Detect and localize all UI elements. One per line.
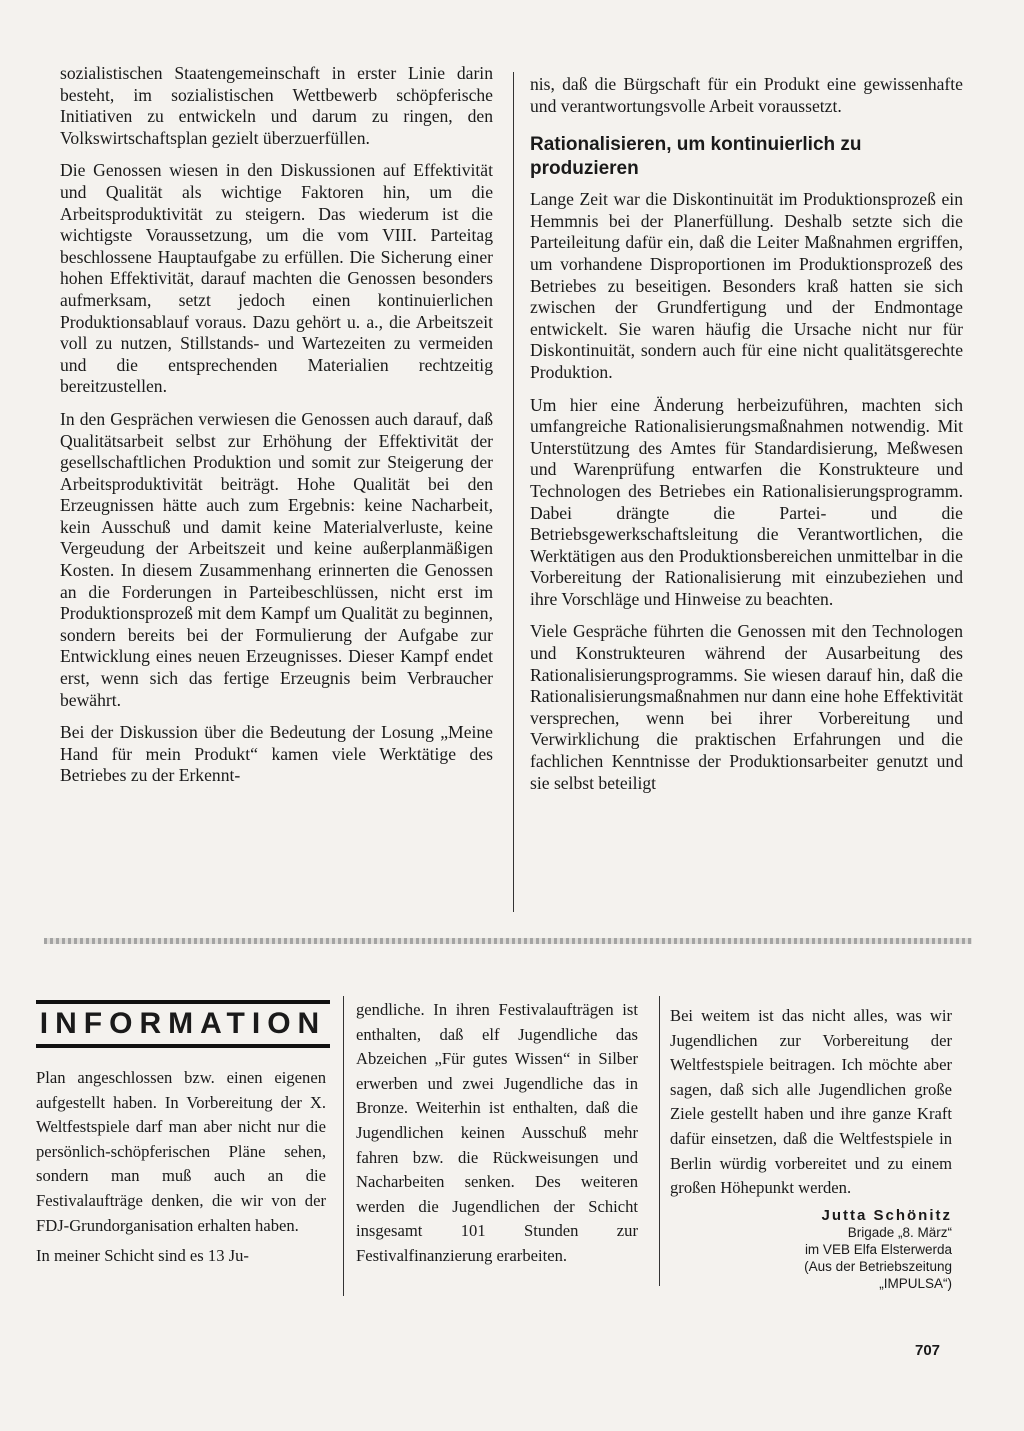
article-column-right xyxy=(530,74,963,805)
author-affiliation: Brigade „8. März“ xyxy=(847,1224,952,1240)
article-column-left xyxy=(60,63,493,798)
section-heading: Rationalisieren, um kontinuierlich zu produzieren xyxy=(530,134,862,180)
info-column-1 xyxy=(36,1066,326,1275)
section-divider xyxy=(44,938,972,944)
paragraph: Lange Zeit war die Diskontinuität im Produktionsprozeß ein Hemmnis bei der Planerfüllung. Deshalb setzte sich die Parteileitung dafür ein, daß die Leiter Maßnahmen ergriffen, um vorhandene Disproportionen im Produktionsprozeß des Betriebes zu beseitigen. Besonders kraß hatten sie sich zwischen der Grundfertigung und der Endmontage entwickelt. Sie waren häufig die Ursache nicht nur für Diskontinuität, sondern auch für eine nicht qualitätsgerechte Produktion. xyxy=(530,189,963,382)
author-affiliation: im VEB Elfa Elsterwerda xyxy=(804,1241,952,1257)
paragraph: Viele Gespräche führten die Genossen mit den Technologen und Konstrukteuren während der Ausarbeitung des Rationalisierungsprogramms. Sie wiesen darauf hin, daß die Rationalisierungsmaßnahmen nur dann eine hohe Effektivität versprechen, wenn bei ihrer Vorbereitung und Verwirklichung die praktischen Erfahrungen und die fachlichen Kenntnisse der Produktionsarbeiter genutzt und sie selbst beteiligt xyxy=(530,621,963,793)
column-rule xyxy=(343,996,344,1296)
information-banner xyxy=(36,1000,330,1048)
source-note: „IMPULSA“) xyxy=(879,1275,952,1291)
column-rule xyxy=(513,72,514,912)
signature xyxy=(670,1207,952,1292)
info-column-3 xyxy=(670,1004,952,1292)
paragraph: Bei weitem ist das nicht alles, was wir Jugendlichen zur Vorbereitung der Weltfestspiele beitragen. Ich möchte aber sagen, daß sich alle Jugendlichen große Ziele gestellt haben und ihre ganze Kraft dafür einsetzen, daß die Weltfestspiele in Berlin würdig vorbereitet und zu einem großen Höhepunkt werden. xyxy=(670,1006,952,1198)
column-rule xyxy=(659,996,660,1286)
paragraph: Um hier eine Änderung herbeizuführen, machten sich umfangreiche Rationalisierungsmaßnahmen notwendig. Mit Unterstützung des Amtes für Standardisierung, Meßwesen und Warenprüfung entwarfen die Konstrukteure und Technologen des Betriebes ein Rationalisierungsprogramm. Dabei drängte die Partei- und die Betriebsgewerkschaftsleitung die Verantwortlichen, die Werktätigen aus den Produktionsbereichen unmittelbar in die Vorbereitung der Rationalisierung mit einzubeziehen und ihre Vorschläge und Hinweise zu beachten. xyxy=(530,394,963,609)
paragraph: gendliche. In ihren Festivalaufträgen ist enthalten, daß elf Jugendliche das Abzeichen „Für gutes Wissen“ in Silber erwerben und zwei Jugendliche das in Bronze. Weiterhin ist enthalten, daß die Jugendlichen keinen Ausschuß mehr fahren bzw. die Rückweisungen und Nacharbeiten senken. Des weiteren werden die Jugendlichen der Schicht insgesamt 101 Stunden zur Festivalfinanzierung erarbeiten. xyxy=(356,1000,638,1265)
paragraph: Bei der Diskussion über die Bedeutung der Losung „Meine Hand für mein Produkt“ kamen viele Werktätige des Betriebes zu der Erkennt- xyxy=(60,722,493,786)
paragraph: In meiner Schicht sind es 13 Ju- xyxy=(36,1246,249,1266)
author-name: Jutta Schönitz xyxy=(821,1206,952,1224)
page-number: 707 xyxy=(915,1342,941,1359)
paragraph: sozialistischen Staatengemeinschaft in erster Linie darin besteht, im sozialistischen Wettbewerb schöpferische Initiativen zu entwickeln und darum zu ringen, den Volkswirtschaftsplan gezielt überzuerfüllen. xyxy=(60,63,493,148)
paragraph: In den Gesprächen verwiesen die Genossen auch darauf, daß Qualitätsarbeit selbst zur Erhöhung der Effektivität der gesellschaftlichen Produktion und somit zur Steigerung der Arbeitsproduktivität beiträgt. Hohe Qualität bei den Erzeugnissen hätte auch zum Ergebnis: keine Nacharbeit, kein Ausschuß und damit keine Materialverluste, keine Vergeudung der Arbeitszeit und keine außerplanmäßigen Kosten. In diesem Zusammenhang erinnerten die Genossen an die Forderungen in Parteibeschlüssen, nicht erst im Produktionsprozeß mit dem Kampf um Qualität zu beginnen, sondern bereits bei der Formulierung der Aufgabe zur Entwicklung eines neuen Erzeugnisses. Dieser Kampf endet erst, wenn sich das fertige Erzeugnis beim Verbraucher bewährt. xyxy=(60,408,493,710)
source-note: (Aus der Betriebszeitung xyxy=(804,1258,952,1274)
paragraph: Plan angeschlossen bzw. einen eigenen aufgestellt haben. In Vorbereitung der X. Weltfestspiele darf man aber nicht nur die persönlich-schöpferischen Pläne sehen, sondern man muß auch an die Festivalaufträge denken, die wir von der FDJ-Grundorganisation erhalten haben. xyxy=(36,1068,326,1235)
information-title: INFORMATION xyxy=(39,1007,327,1040)
info-column-2 xyxy=(356,998,638,1275)
paragraph: nis, daß die Bürgschaft für ein Produkt eine gewissenhafte und verantwortungsvolle Arbeit voraussetzt. xyxy=(530,74,963,116)
paragraph: Die Genossen wiesen in den Diskussionen auf Effektivität und Qualität als wichtige Faktoren hin, um die Arbeitsproduktivität zu steigern. Das wiederum ist die wichtigste Voraussetzung, um die vom VIII. Parteitag beschlossene Hauptaufgabe zu erfüllen. Die Sicherung einer hohen Effektivität, darauf machten die Genossen besonders aufmerksam, setzt jedoch einen kontinuierlichen Produktionsablauf voraus. Dazu gehört u. a., die Arbeitszeit voll zu nutzen, Stillstands- und Wartezeiten zu vermeiden und die entsprechenden Materialien rechtzeitig bereitzustellen. xyxy=(60,160,493,397)
